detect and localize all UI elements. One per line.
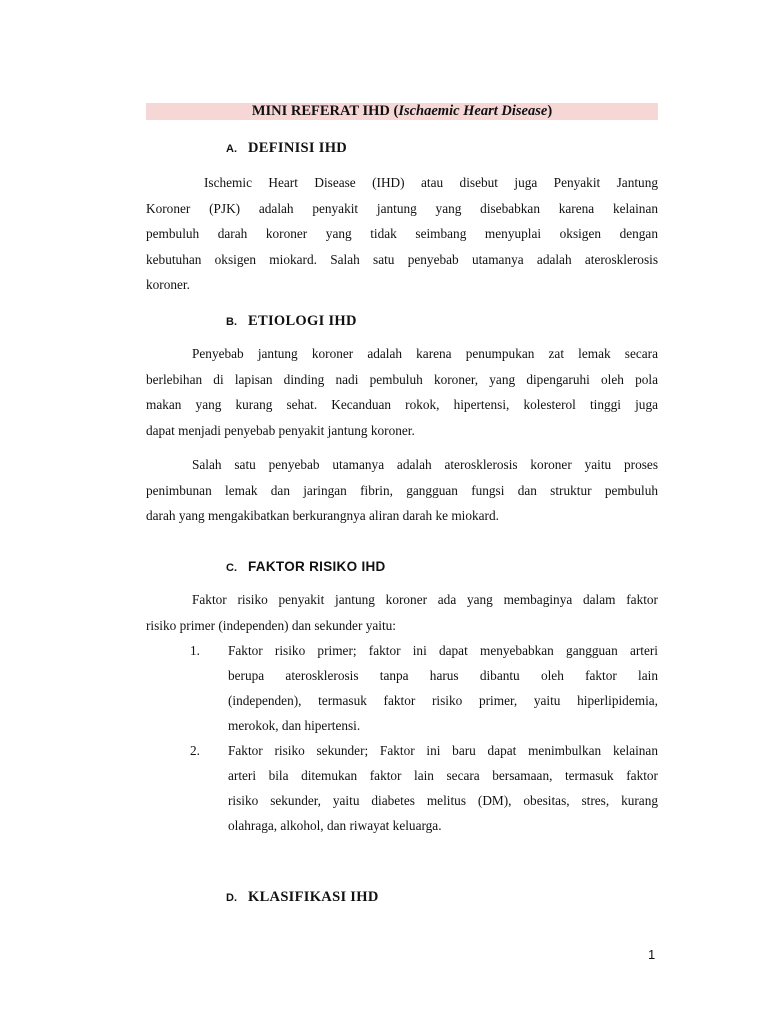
heading-text: FAKTOR RISIKO IHD: [248, 559, 386, 574]
title-prefix: MINI REFERAT IHD (: [251, 103, 399, 119]
paragraph-etiologi-2: [146, 452, 658, 529]
text-line: Salah satu penyebab utamanya adalah aterosklerosis koroner yaitu proses: [192, 457, 658, 472]
text-line: Faktor risiko sekunder; Faktor ini baru dapat menimbulkan kelainan: [228, 743, 658, 758]
list-number: 2.: [190, 743, 200, 758]
text-line: Koroner (PJK) adalah penyakit jantung yang disebabkan karena kelainan: [146, 200, 658, 216]
heading-definisi: [226, 139, 347, 158]
title-suffix: ): [547, 103, 553, 119]
text-line: darah yang mengakibatkan berkurangnya aliran darah ke miokard.: [146, 508, 499, 523]
text-line: penimbunan lemak dan jaringan fibrin, gangguan fungsi dan struktur pembuluh: [146, 482, 658, 498]
text-line: Ischemic Heart Disease (IHD) atau disebut juga Penyakit Jantung: [204, 175, 658, 190]
page-title: [146, 103, 658, 120]
text-line: Penyebab jantung koroner adalah karena penumpukan zat lemak secara: [192, 346, 658, 361]
text-line: olahraga, alkohol, dan riwayat keluarga.: [228, 818, 442, 833]
list-number: 1.: [190, 643, 200, 658]
list-item: [146, 738, 658, 838]
paragraph-faktor-intro: [146, 587, 658, 638]
heading-letter: A.: [226, 143, 237, 155]
text-line: dapat menjadi penyebab penyakit jantung koroner.: [146, 422, 415, 438]
heading-text: ETIOLOGI IHD: [248, 313, 357, 329]
heading-letter: D.: [226, 892, 237, 904]
heading-letter: B.: [226, 316, 237, 328]
text-line: risiko primer (independen) dan sekunder yaitu:: [146, 617, 396, 633]
heading-letter: C.: [226, 562, 237, 574]
list-item: [146, 638, 658, 738]
paragraph-definisi: [146, 170, 658, 298]
heading-faktor-risiko: [226, 558, 386, 577]
text-line: Faktor risiko primer; faktor ini dapat menyebabkan gangguan arteri: [228, 643, 658, 658]
text-line: pembuluh darah koroner yang tidak seimbang menyuplai oksigen dengan: [146, 226, 658, 241]
text-line: kebutuhan oksigen miokard. Salah satu penyebab utamanya adalah aterosklerosis: [146, 251, 658, 267]
paragraph-etiologi-1: [146, 341, 658, 443]
heading-text: DEFINISI IHD: [248, 140, 348, 156]
text-line: Faktor risiko penyakit jantung koroner ada yang membaginya dalam faktor: [192, 592, 658, 607]
text-line: arteri bila ditemukan faktor lain secara bersamaan, termasuk faktor: [228, 768, 658, 783]
text-line: (independen), termasuk faktor risiko primer, yaitu hiperlipidemia,: [228, 693, 658, 708]
text-line: makan yang kurang sehat. Kecanduan rokok, hipertensi, kolesterol tinggi juga: [146, 397, 658, 412]
text-line: risiko sekunder, yaitu diabetes melitus (DM), obesitas, stres, kurang: [228, 793, 658, 808]
text-line: berlebihan di lapisan dinding nadi pembuluh koroner, yang dipengaruhi oleh pola: [146, 371, 658, 387]
heading-text: KLASIFIKASI IHD: [248, 889, 379, 905]
page-number: 1: [648, 947, 656, 962]
text-line: koroner.: [146, 277, 190, 292]
text-line: berupa aterosklerosis tanpa harus dibantu oleh faktor lain: [228, 668, 658, 683]
title-italic: Ischaemic Heart Disease: [398, 103, 548, 119]
faktor-risiko-list: [146, 638, 658, 838]
text-line: merokok, dan hipertensi.: [228, 718, 361, 733]
heading-etiologi: [226, 312, 357, 331]
heading-klasifikasi: [226, 888, 379, 907]
